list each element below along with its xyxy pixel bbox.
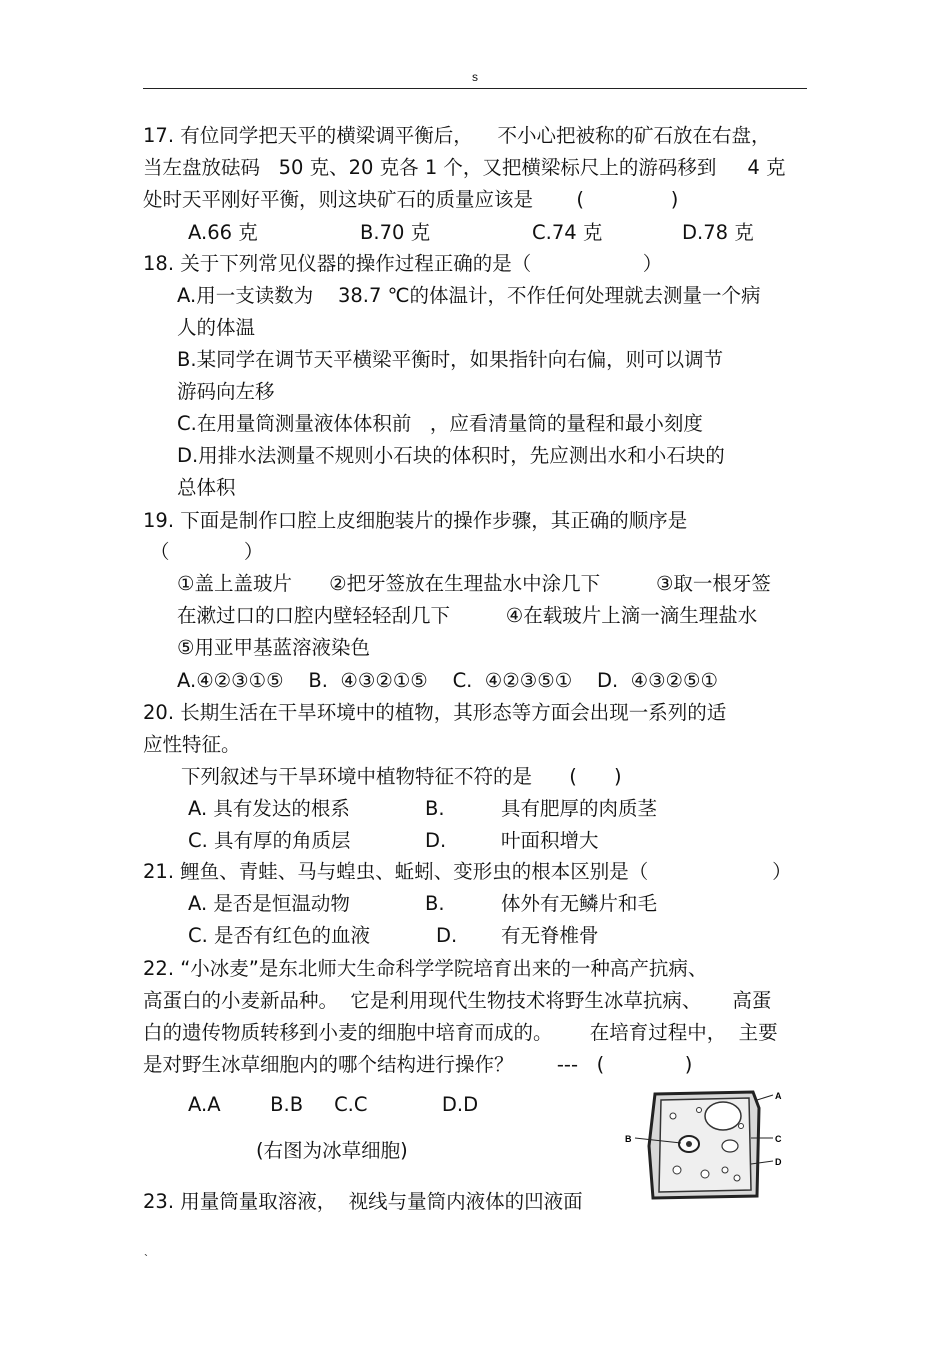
q21-option-b-letter: B.: [425, 892, 445, 915]
q18-option-a-1: A.用一支读数为 38.7 ℃的体温计，不作任何处理就去测量一个病: [177, 284, 761, 307]
q18-option-b-2: 游码向左移: [177, 380, 275, 403]
q17-option-c: C.74 克: [532, 221, 603, 244]
q20-option-a: A. 具有发达的根系: [188, 797, 350, 820]
q20-option-d-text: 叶面积增大: [501, 829, 599, 852]
q21-option-d-text: 有无脊椎骨: [501, 924, 599, 947]
q18-option-d-1: D.用排水法测量不规则小石块的体积时，先应测出水和小石块的: [177, 444, 725, 467]
q20-option-b-text: 具有肥厚的肉质茎: [501, 797, 658, 820]
q20-stem-2: 应性特征。: [143, 733, 241, 756]
q22-stem-1: 22. “小冰麦”是东北师大生命科学学院培育出来的一种高产抗病、: [143, 957, 708, 980]
plant-cell-figure: [625, 1086, 795, 1206]
q19-steps-3: ⑤用亚甲基蓝溶液染色: [177, 636, 370, 659]
q20-stem-1: 20. 长期生活在干旱环境中的植物，其形态等方面会出现一系列的适: [143, 701, 727, 724]
label-c: C: [775, 1134, 782, 1144]
q19-stem: 19. 下面是制作口腔上皮细胞装片的操作步骤，其正确的顺序是: [143, 509, 688, 532]
q20-option-c: C. 具有厚的角质层: [188, 829, 351, 852]
q18-stem: 18. 关于下列常见仪器的操作过程正确的是（ ）: [143, 252, 663, 275]
q22-options: A.A B.B C.C D.D: [188, 1093, 479, 1116]
q23-stem: 23. 用量筒量取溶液， 视线与量筒内液体的凹液面: [143, 1190, 583, 1213]
label-d: D: [775, 1157, 782, 1167]
page-footer-mark: `: [144, 1252, 148, 1266]
q18-option-c: C.在用量筒测量液体体积前 ，应看清量筒的量程和最小刻度: [177, 412, 703, 435]
q20-option-b-letter: B.: [425, 797, 445, 820]
q19-answer-bracket: （ ）: [150, 540, 264, 563]
q17-option-b: B.70 克: [360, 221, 431, 244]
q17-line-1: 17. 有位同学把天平的横梁调平衡后， 不小心把被称的矿石放在右盘，: [143, 124, 771, 147]
q17-line-2: 当左盘放砝码 50 克、20 克各 1 个，又把横梁标尺上的游码移到 4 克: [143, 156, 786, 179]
q17-option-d: D.78 克: [682, 221, 754, 244]
q19-steps-2: 在漱过口的口腔内壁轻轻刮几下 ④在载玻片上滴一滴生理盐水: [177, 604, 758, 627]
q22-stem-4: 是对野生冰草细胞内的哪个结构进行操作？ --- ( ): [143, 1053, 693, 1076]
q17-option-a: A.66 克: [188, 221, 258, 244]
q19-steps-1: ①盖上盖玻片 ②把牙签放在生理盐水中涂几下 ③取一根牙签: [177, 572, 771, 595]
q22-figure-caption: (右图为冰草细胞): [256, 1139, 408, 1162]
header-rule: [143, 88, 807, 89]
q17-line-3: 处时天平刚好平衡，则这块矿石的质量应该是 ( ): [143, 188, 679, 211]
q20-prompt: 下列叙述与干旱环境中植物特征不符的是 ( ): [181, 765, 622, 788]
q21-option-a: A. 是否是恒温动物: [188, 892, 350, 915]
q18-option-d-2: 总体积: [177, 476, 236, 499]
q18-option-a-2: 人的体温: [177, 316, 256, 339]
q20-option-d-letter: D.: [425, 829, 447, 852]
q18-option-b-1: B.某同学在调节天平横梁平衡时，如果指针向右偏，则可以调节: [177, 348, 724, 371]
q21-option-b-text: 体外有无鳞片和毛: [501, 892, 658, 915]
label-b: B: [625, 1134, 632, 1144]
vacuole-shape: [705, 1102, 741, 1130]
q21-stem: 21. 鲤鱼、青蛙、马与蝗虫、蚯蚓、变形虫的根本区别是（ ）: [143, 860, 792, 883]
label-a: A: [775, 1091, 782, 1101]
q19-options: A.④②③①⑤ B. ④③②①⑤ C. ④②③⑤① D. ④③②⑤①: [177, 669, 719, 692]
q21-option-d-letter: D.: [436, 924, 458, 947]
q22-stem-3: 白的遗传物质转移到小麦的细胞中培育而成的。 在培育过程中， 主要: [143, 1021, 778, 1044]
chloroplast-shape: [722, 1140, 738, 1152]
page-header-mark: s: [472, 70, 478, 84]
q21-option-c: C. 是否有红色的血液: [188, 924, 371, 947]
q22-stem-2: 高蛋白的小麦新品种。 它是利用现代生物技术将野生冰草抗病、 高蛋: [143, 989, 772, 1012]
